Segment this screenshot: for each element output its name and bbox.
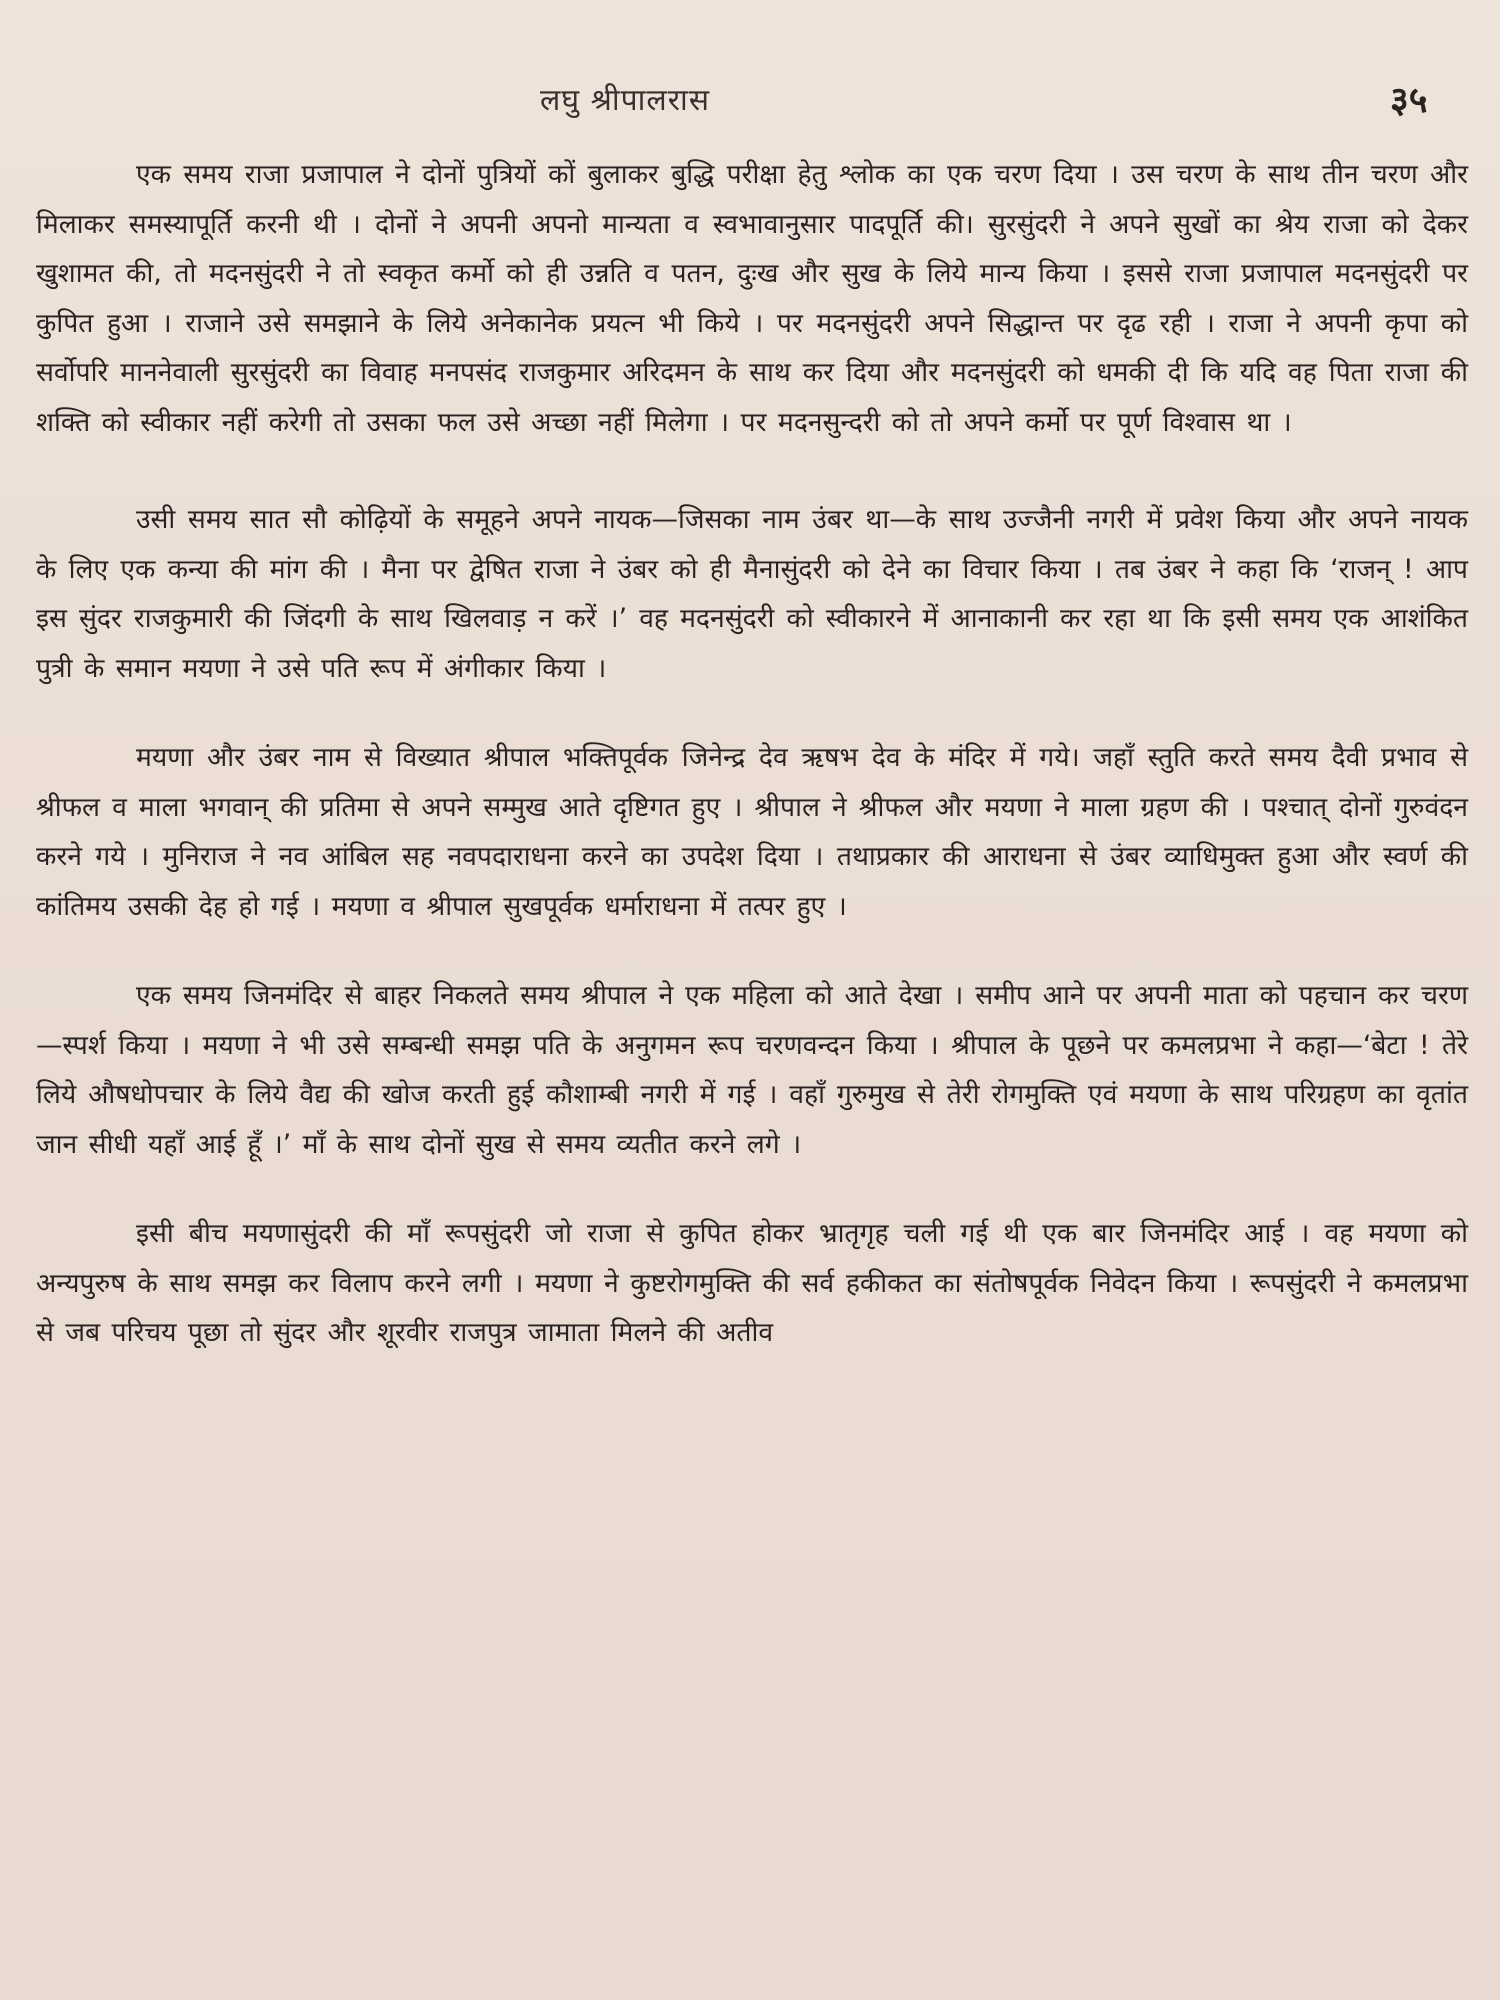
page-number: ३५: [1390, 80, 1428, 121]
paragraph-4: एक समय जिनमंदिर से बाहर निकलते समय श्रीपाल ने एक महिला को आते देखा । समीप आने पर अपनी माता को पहचान कर चरण—स्पर्श किया । मयणा ने भी उसे सम्बन्धी समझ पति के अनुगमन रूप चरणवन्दन किया । श्रीपाल के पूछने पर कमलप्रभा ने कहा—‘बेटा ! तेरे लिये औषधोपचार के लिये वैद्य की खोज करती हुई कौशाम्बी नगरी में गई । वहाँ गुरुमुख से तेरी रोगमुक्ति एवं मयणा के साथ परिग्रहण का वृतांत जान सीधी यहाँ आई हूँ ।’ माँ के साथ दोनों सुख से समय व्यतीत करने लगे ।: [36, 980, 1468, 1160]
running-header: [0, 78, 1500, 130]
paragraph-1: एक समय राजा प्रजापाल ने दोनों पुत्रियों कों बुलाकर बुद्धि परीक्षा हेतु श्लोक का एक चरण दिया । उस चरण के साथ तीन चरण और मिलाकर समस्यापूर्ति करनी थी । दोनों ने अपनी अपनो मान्यता व स्वभावानुसार पादपूर्ति की। सुरसुंदरी ने अपने सुखों का श्रेय राजा को देकर खुशामत की, तो मदनसुंदरी ने तो स्वकृत कर्मो को ही उन्नति व पतन, दुःख और सुख के लिये मान्य किया । इससे राजा प्रजापाल मदनसुंदरी पर कुपित हुआ । राजाने उसे समझाने के लिये अनेकानेक प्रयत्न भी किये । पर मदनसुंदरी अपने सिद्धान्त पर दृढ रही । राजा ने अपनी कृपा को सर्वोपरि माननेवाली सुरसुंदरी का विवाह मनपसंद राजकुमार अरिदमन के साथ कर दिया और मदनसुंदरी को धमकी दी कि यदि वह पिता राजा की शक्ति को स्वीकार नहीं करेगी तो उसका फल उसे अच्छा नहीं मिलेगा । पर मदनसुन्दरी को तो अपने कर्मो पर पूर्ण विश्वास था ।: [36, 159, 1468, 438]
body-text: [36, 150, 1468, 1406]
paragraph-3: मयणा और उंबर नाम से विख्यात श्रीपाल भक्तिपूर्वक जिनेन्द्र देव ऋषभ देव के मंदिर में गये। जहाँ स्तुति करते समय दैवी प्रभाव से श्रीफल व माला भगवान् की प्रतिमा से अपने सम्मुख आते दृष्टिगत हुए । श्रीपाल ने श्रीफल और मयणा ने माला ग्रहण की । पश्चात् दोनों गुरुवंदन करने गये । मुनिराज ने नव आंबिल सह नवपदाराधना करने का उपदेश दिया । तथाप्रकार की आराधना से उंबर व्याधिमुक्त हुआ और स्वर्ण की कांतिमय उसकी देह हो गई । मयणा व श्रीपाल सुखपूर्वक धर्माराधना में तत्पर हुए ।: [36, 742, 1468, 922]
running-title: लघु श्रीपालरास: [540, 83, 711, 118]
paragraph-5: इसी बीच मयणासुंदरी की माँ रूपसुंदरी जो राजा से कुपित होकर भ्रातृगृह चली गई थी एक बार जिनमंदिर आई । वह मयणा को अन्यपुरुष के साथ समझ कर विलाप करने लगी । मयणा ने कुष्टरोगमुक्ति की सर्व हकीकत का संतोषपूर्वक निवेदन किया । रूपसुंदरी ने कमलप्रभा से जब परिचय पूछा तो सुंदर और शूरवीर राजपुत्र जामाता मिलने की अतीव: [36, 1218, 1468, 1348]
paragraph-2: उसी समय सात सौ कोढ़ियों के समूहने अपने नायक—जिसका नाम उंबर था—के साथ उज्जैनी नगरी में प्रवेश किया और अपने नायक के लिए एक कन्या की मांग की । मैना पर द्वेषित राजा ने उंबर को ही मैनासुंदरी को देने का विचार किया । तब उंबर ने कहा कि ‘राजन् ! आप इस सुंदर राजकुमारी की जिंदगी के साथ खिलवाड़ न करें ।’ वह मदनसुंदरी को स्वीकारने में आनाकानी कर रहा था कि इसी समय एक आशंकित पुत्री के समान मयणा ने उसे पति रूप में अंगीकार किया ।: [36, 504, 1468, 684]
